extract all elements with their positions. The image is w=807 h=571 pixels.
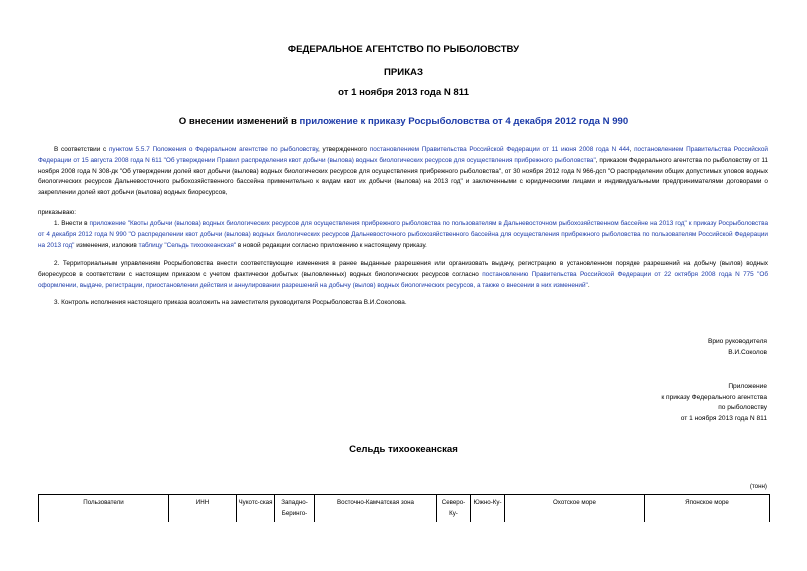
col-header: Охотское море bbox=[505, 495, 645, 523]
document-title bbox=[0, 116, 807, 127]
units-label: (тонн) bbox=[749, 483, 767, 490]
preamble-paragraph bbox=[38, 145, 768, 199]
preamble-text-3: , bbox=[629, 146, 635, 153]
appendix-line-2: к приказу Федерального агентства bbox=[661, 393, 767, 401]
appendix-block bbox=[661, 382, 767, 425]
table-title: Сельдь тихоокеанская bbox=[349, 444, 458, 455]
col-header: Южно-Ку- bbox=[471, 495, 505, 523]
col-header: ИНН bbox=[169, 495, 237, 523]
link-resolution-611[interactable]: постановлением Правительства Российской Федерации от 15 августа 2008 года N 611 "Об утверждении Правил распределения квот добычи (вылова) водных биологических ресурсов для осуществления прибрежного рыболовства" bbox=[38, 146, 768, 164]
item2-text-2: . bbox=[587, 281, 590, 289]
item-1-paragraph bbox=[38, 219, 768, 251]
col-header: Пользователи bbox=[39, 495, 169, 523]
col-header: Западно-Беринго- bbox=[275, 495, 315, 523]
title-link[interactable]: приложение к приказу Росрыболовства от 4 декабря 2012 года N 990 bbox=[299, 116, 629, 127]
item-2-paragraph bbox=[38, 259, 768, 291]
item3-text: 3. Контроль исполнения настоящего приказа возложить на заместителя руководителя Росрыболовства В.И.Соколова. bbox=[54, 299, 407, 306]
appendix-line-3: по рыболовству bbox=[718, 404, 767, 412]
order-date-number: от 1 ноября 2013 года N 811 bbox=[338, 87, 469, 98]
link-resolution-444[interactable]: постановлением Правительства Российской Федерации от 11 июня 2008 года N 444 bbox=[369, 146, 630, 153]
col-header: Восточно-Камчатская зона bbox=[315, 495, 437, 523]
order-word: приказываю: bbox=[38, 209, 76, 216]
link-herring-table[interactable]: таблицу "Сельдь тихоокеанская" bbox=[138, 241, 237, 249]
item1-text-2: изменения, изложив bbox=[74, 241, 139, 249]
item1-text-3: в новой редакции согласно приложению к настоящему приказу. bbox=[236, 241, 427, 249]
link-agency-regulation[interactable]: пунктом 5.5.7 Положения о Федеральном агентстве по рыболовству bbox=[108, 146, 319, 153]
item-3-paragraph bbox=[38, 298, 768, 309]
link-appendix-quotas[interactable]: приложение "Квоты добычи (вылова) водных биологических ресурсов для осуществления прибрежного рыболовства по пользователям в Дальневосточном рыбохозяйственном бассейне на 2013 год" к приказу Росрыболовства от 4 декабря 2012 года N 990 "О распределении квот добычи (вылова) водных биологических ресурсов Дальневосточного рыбохозяйственного бассейна для осуществления прибрежного рыболовства по пользователям Российской Федерации на 2013 год" bbox=[38, 220, 769, 249]
appendix-line-1: Приложение bbox=[728, 383, 767, 390]
appendix-line-4: от 1 ноября 2013 года N 811 bbox=[680, 415, 767, 423]
link-resolution-775[interactable]: постановлению Правительства Российской Федерации от 22 октября 2008 года N 775 "Об оформлении, выдаче, регистрации, приостановлении действия и аннулировании разрешений на добычу (вылов) водных биологических ресурсов, а также о внесении в них изменений" bbox=[38, 270, 768, 289]
title-prefix: О внесении изменений в bbox=[178, 116, 300, 127]
agency-heading: ФЕДЕРАЛЬНОЕ АГЕНТСТВО ПО РЫБОЛОВСТВУ bbox=[287, 44, 520, 55]
order-heading: ПРИКАЗ bbox=[384, 67, 423, 78]
signature-name: В.И.Соколов bbox=[728, 348, 767, 356]
preamble-text-2: , утвержденного bbox=[318, 146, 370, 153]
preamble-text-1: В соответствии с bbox=[54, 146, 109, 153]
item1-text-1: 1. Внести в bbox=[54, 220, 90, 227]
col-header: Чукотс-ская bbox=[237, 495, 275, 523]
signature-block bbox=[708, 337, 767, 358]
signature-role: Врио руководителя bbox=[707, 338, 767, 345]
preamble-text-4: , приказом Федерального агентства по рыболовству от 11 ноября 2008 года N 308-дк "Об утверждении долей квот добычи (вылова) водных биологических ресурсов для осуществления прибрежного рыболовства", от 30 ноября 2012 года N 966-дсп "О распределении общих допустимых уловов водных биологических ресурсов Дальневосточного рыбохозяйственного бассейна применительно к видам квот их добычи (вылова) на 2013 год" и заключенными с юридическими лицами и индивидуальными предпринимателями договорами о закреплении долей квот добычи (вылова) водных биоресурсов, bbox=[38, 156, 768, 197]
table-header-row bbox=[39, 495, 770, 523]
col-header: Японское море bbox=[645, 495, 770, 523]
col-header: Северо-Ку- bbox=[437, 495, 471, 523]
item2-text-1: 2. Территориальным управлениям Росрыболовства внести соответствующие изменения в ранее выданные разрешения или организовать выдачу, регистрацию в установленном порядке разрешений на добычу (вылов) водных биоресурсов в соответствии с настоящим приказом с учетом фактически добытых (выловленных) водных биологических ресурсов согласно bbox=[38, 260, 768, 278]
herring-quota-table bbox=[38, 494, 770, 522]
